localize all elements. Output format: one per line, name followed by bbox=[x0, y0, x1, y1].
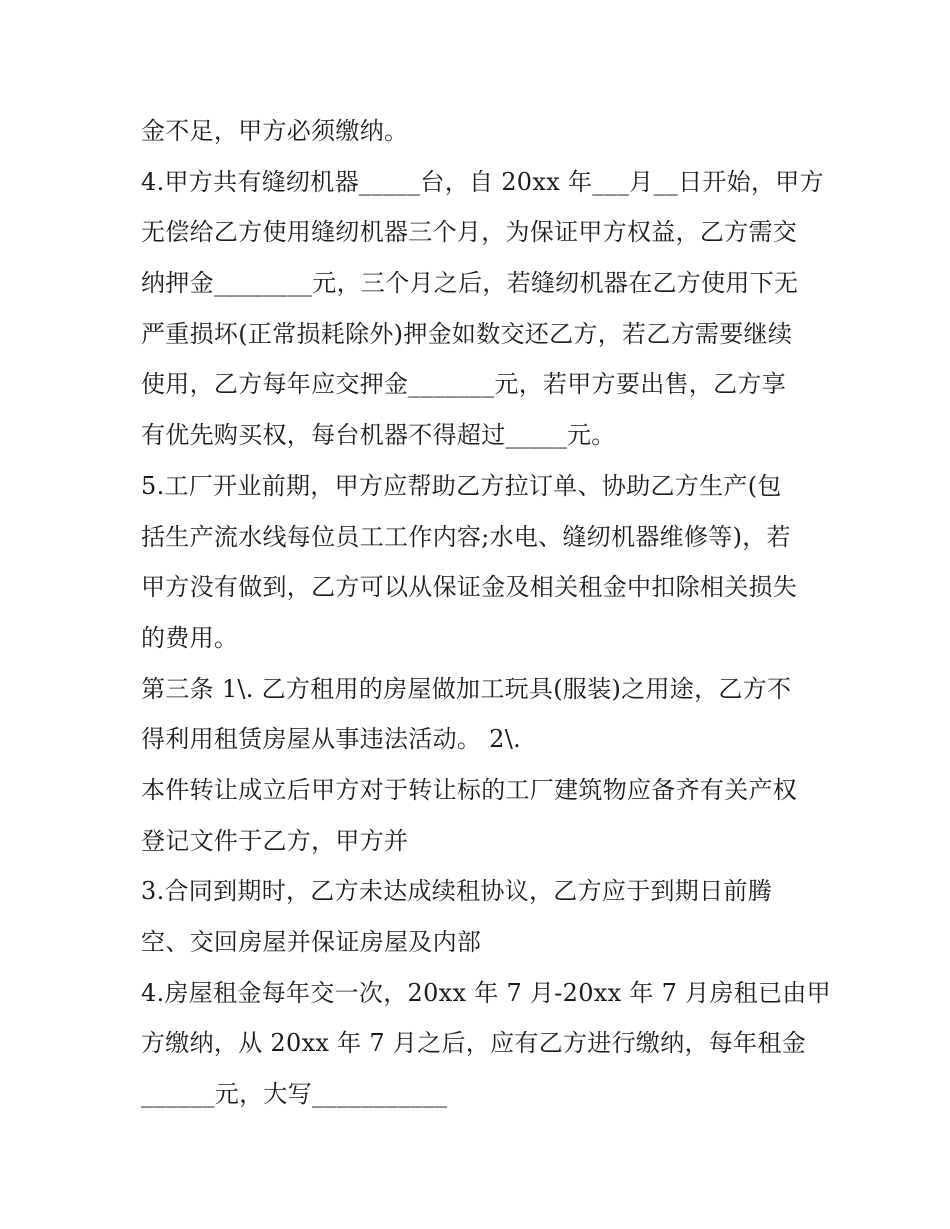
text-line: 本件转让成立后甲方对于转让标的工厂建筑物应备齐有关产权 bbox=[141, 775, 798, 804]
text-line: 4.甲方共有缝纫机器_____台，自 20xx 年___月__日开始，甲方 bbox=[141, 167, 824, 196]
text-line: 严重损坏(正常损耗除外)押金如数交还乙方，若乙方需要继续 bbox=[141, 319, 793, 348]
text-line: 3.合同到期时，乙方未达成续租协议，乙方应于到期日前腾 bbox=[141, 877, 772, 906]
text-line: ______元，大写___________ bbox=[141, 1080, 448, 1109]
text-line: 金不足，甲方必须缴纳。 bbox=[141, 117, 409, 145]
text-line: 第三条 1\. 乙方租用的房屋做加工玩具(服装)之用途，乙方不 bbox=[141, 674, 792, 703]
text-line: 无偿给乙方使用缝纫机器三个月，为保证甲方权益，乙方需交 bbox=[141, 218, 798, 247]
text-line: 方缴纳，从 20xx 年 7 月之后，应有乙方进行缴纳，每年租金 bbox=[141, 1029, 806, 1058]
text-line: 括生产流水线每位员工工作内容;水电、缝纫机器维修等)，若 bbox=[141, 522, 791, 551]
text-line: 4.房屋租金每年交一次，20xx 年 7 月-20xx 年 7 月房租已由甲 bbox=[141, 978, 831, 1007]
text-line: 得利用租赁房屋从事违法活动。 2\. bbox=[141, 725, 522, 754]
text-line: 的费用。 bbox=[141, 623, 239, 652]
text-line: 有优先购买权，每台机器不得超过_____元。 bbox=[141, 421, 616, 450]
text-line: 纳押金________元，三个月之后，若缝纫机器在乙方使用下无 bbox=[141, 269, 799, 298]
text-line: 甲方没有做到，乙方可以从保证金及相关租金中扣除相关损失 bbox=[141, 573, 798, 602]
text-line: 登记文件于乙方，甲方并 bbox=[141, 826, 409, 855]
document-body bbox=[141, 106, 831, 1120]
text-line: 使用，乙方每年应交押金_______元，若甲方要出售，乙方享 bbox=[141, 370, 786, 399]
text-line: 5.工厂开业前期，甲方应帮助乙方拉订单、协助乙方生产(包 bbox=[141, 471, 782, 500]
text-line: 空、交回房屋并保证房屋及内部 bbox=[141, 928, 482, 956]
